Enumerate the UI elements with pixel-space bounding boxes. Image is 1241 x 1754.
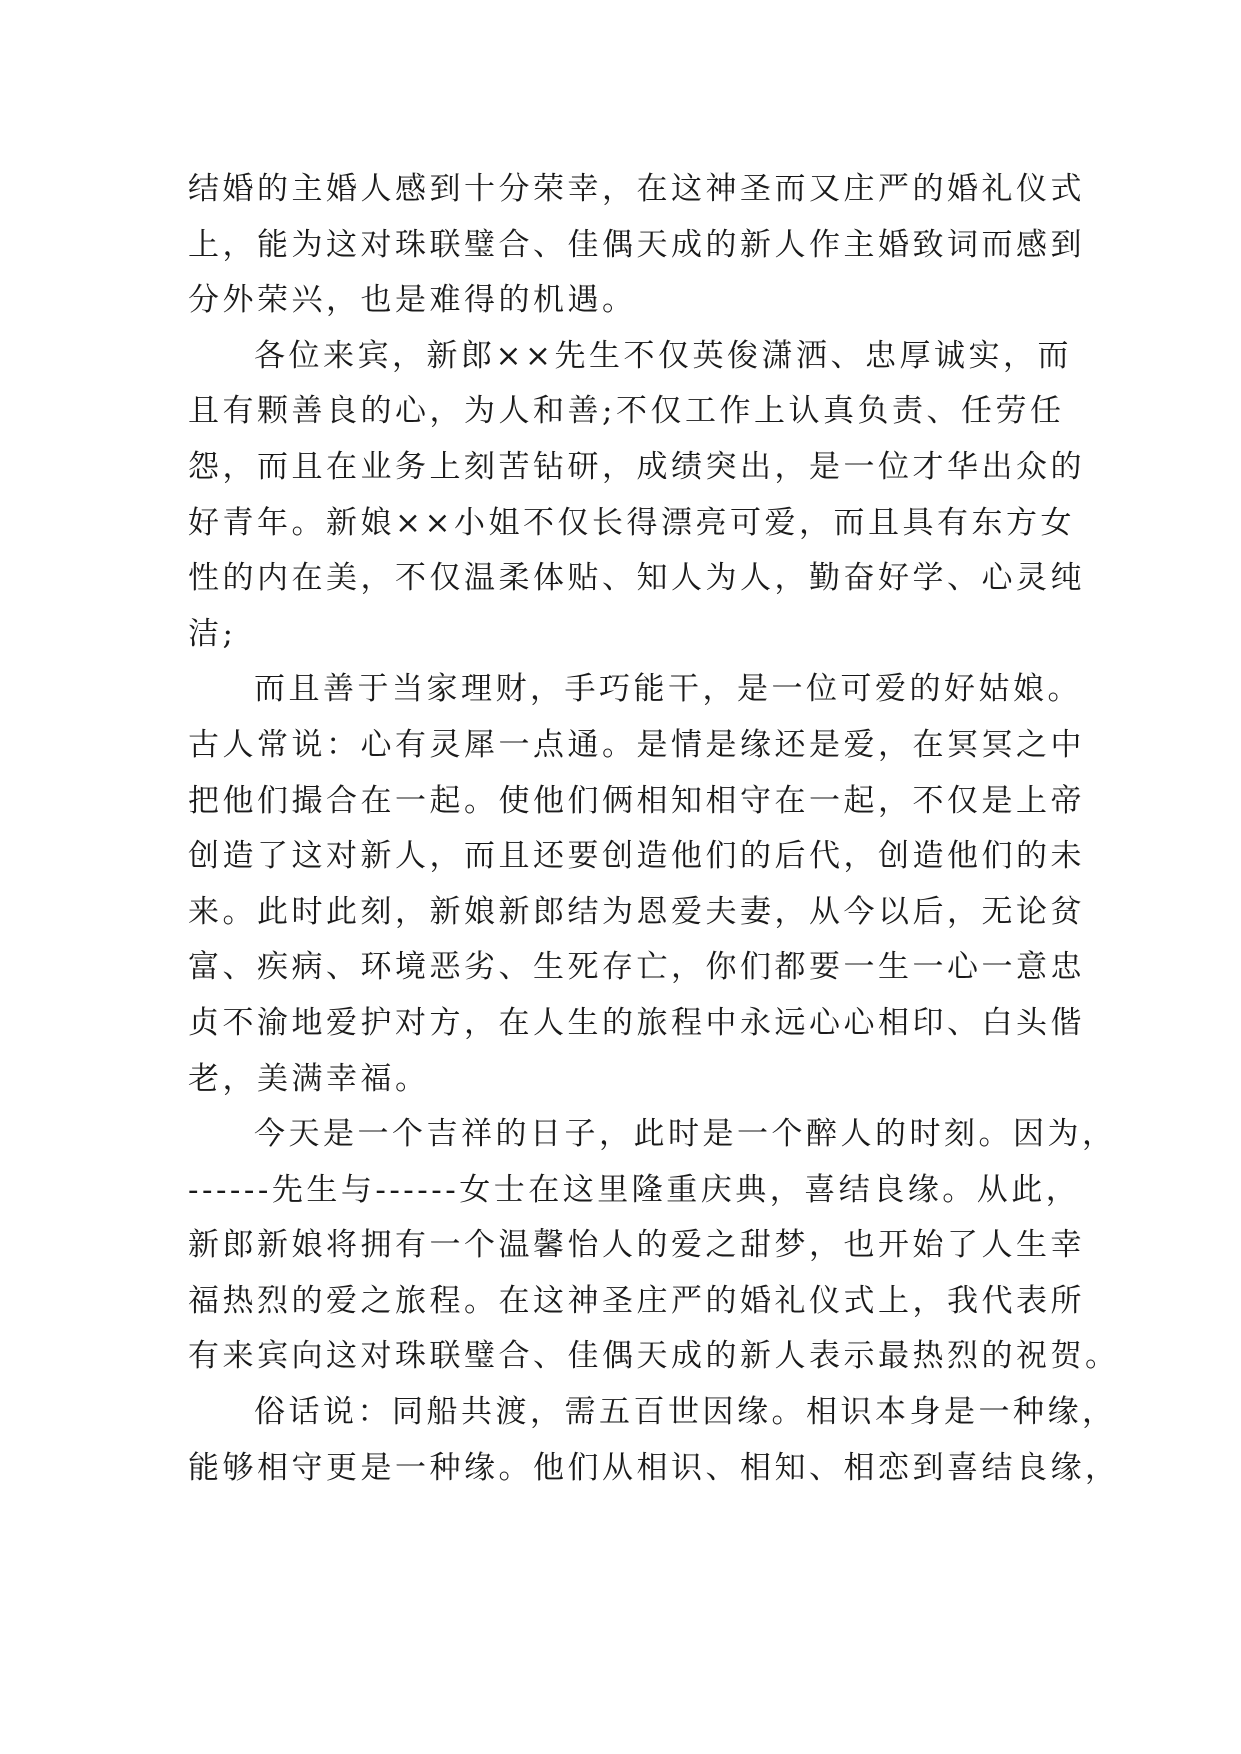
text-line: 性的内在美，不仅温柔体贴、知人为人，勤奋好学、心灵纯 bbox=[188, 560, 1085, 597]
text-line: 好青年。新娘××小姐不仅长得漂亮可爱，而且具有东方女 bbox=[188, 504, 1075, 541]
text-line: 今天是一个吉祥的日子，此时是一个醉人的时刻。因为， bbox=[254, 1116, 1117, 1153]
document-body bbox=[188, 162, 1120, 1496]
text-line: 新郎新娘将拥有一个温馨怡人的爱之甜梦，也开始了人生幸 bbox=[188, 1227, 1085, 1264]
text-line: 古人常说：心有灵犀一点通。是情是缘还是爱，在冥冥之中 bbox=[188, 726, 1085, 763]
text-line: 能够相守更是一种缘。他们从相识、相知、相恋到喜结良缘， bbox=[188, 1449, 1120, 1486]
text-line: 俗话说：同船共渡，需五百世因缘。相识本身是一种缘， bbox=[254, 1394, 1117, 1431]
text-line: 福热烈的爱之旅程。在这神圣庄严的婚礼仪式上，我代表所 bbox=[188, 1282, 1085, 1319]
text-line: 洁; bbox=[188, 615, 237, 652]
text-line: 怨，而且在业务上刻苦钻研，成绩突出，是一位才华出众的 bbox=[188, 448, 1085, 485]
text-line: 富、疾病、环境恶劣、生死存亡，你们都要一生一心一意忠 bbox=[188, 949, 1085, 986]
text-line: ------先生与------女士在这里隆重庆典，喜结良缘。从此， bbox=[188, 1171, 1081, 1208]
text-line: 创造了这对新人，而且还要创造他们的后代，创造他们的未 bbox=[188, 838, 1085, 875]
text-line: 分外荣兴，也是难得的机遇。 bbox=[188, 282, 637, 319]
text-line: 贞不渝地爱护对方，在人生的旅程中永远心心相印、白头偕 bbox=[188, 1004, 1085, 1041]
text-line: 而且善于当家理财，手巧能干，是一位可爱的好姑娘。 bbox=[254, 671, 1082, 708]
text-line: 老，美满幸福。 bbox=[188, 1060, 430, 1097]
text-line: 且有颗善良的心，为人和善;不仅工作上认真负责、任劳任 bbox=[188, 393, 1065, 430]
text-line: 各位来宾，新郎××先生不仅英俊潇洒、忠厚诚实，而 bbox=[254, 337, 1072, 374]
text-line: 把他们撮合在一起。使他们俩相知相守在一起，不仅是上帝 bbox=[188, 782, 1085, 819]
text-line: 结婚的主婚人感到十分荣幸，在这神圣而又庄严的婚礼仪式 bbox=[188, 171, 1085, 207]
text-line: 上，能为这对珠联璧合、佳偶天成的新人作主婚致词而感到 bbox=[188, 226, 1085, 263]
text-line: 有来宾向这对珠联璧合、佳偶天成的新人表示最热烈的祝贺。 bbox=[188, 1338, 1120, 1375]
text-line: 来。此时此刻，新娘新郎结为恩爱夫妻，从今以后，无论贫 bbox=[188, 893, 1085, 930]
